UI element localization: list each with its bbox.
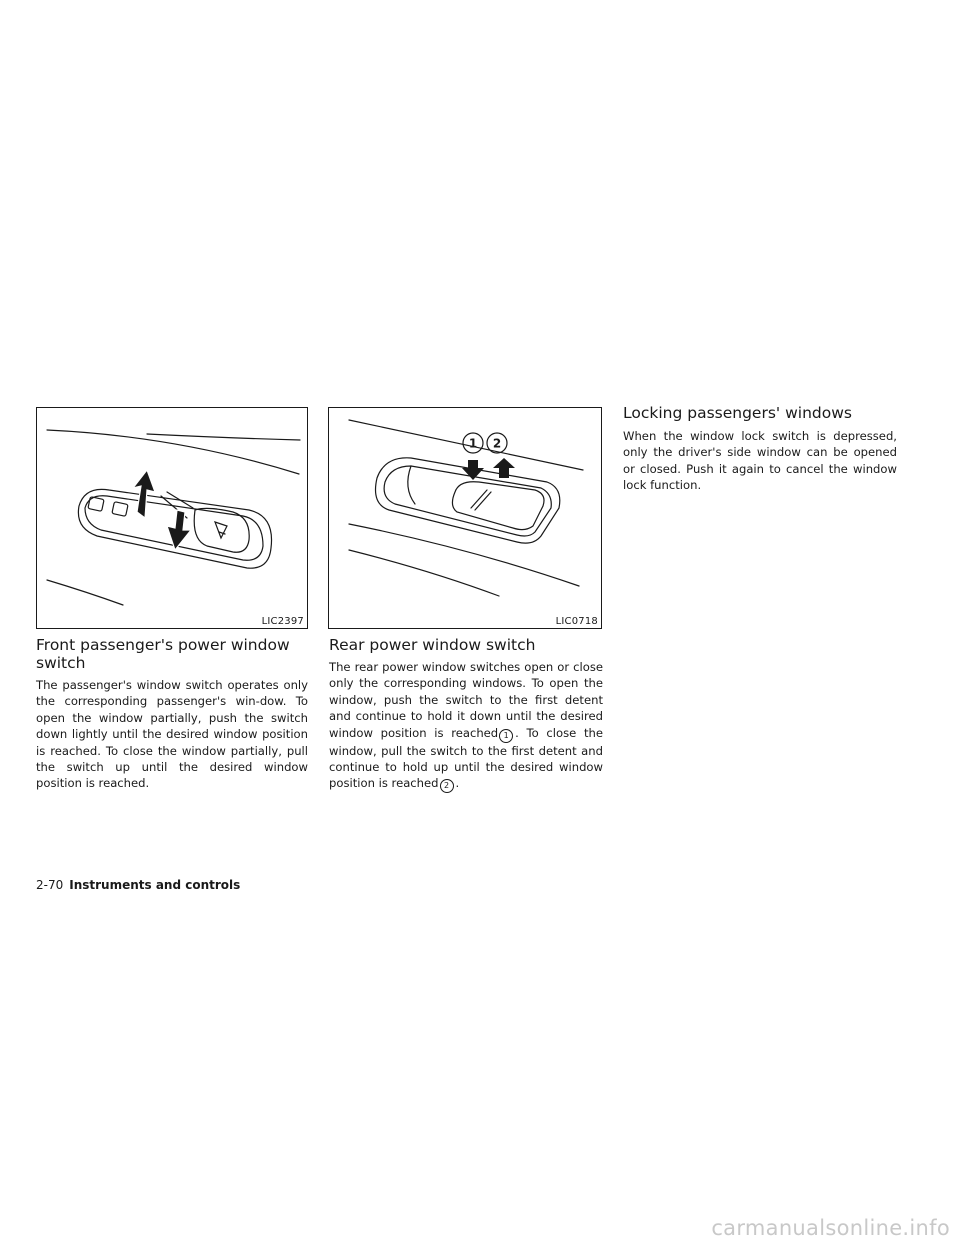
heading-line-1: Front passenger's power window: [36, 636, 290, 654]
figure-code: LIC0718: [555, 616, 598, 627]
down-arrow-icon: [167, 510, 191, 550]
body-part-2: . To close the window, pull the switch to the first detent and continue to hold up until the desired window position is reached: [329, 725, 603, 791]
locking-windows-heading: Locking passengers' windows: [623, 404, 852, 422]
heading-line-2: switch: [36, 654, 86, 672]
body-part-3: .: [455, 776, 460, 791]
up-arrow-icon: [493, 458, 515, 478]
rear-window-heading: Rear power window switch: [329, 636, 536, 654]
ref-1-circle: 1: [499, 729, 513, 743]
front-passenger-switch-figure: [36, 407, 308, 629]
watermark: carmanualsonline.info: [711, 1216, 950, 1240]
rear-switch-figure: [328, 407, 602, 629]
body-part-1: The rear power window switches open or close only the corresponding windows. To open the window, push the switch to the first detent and continue to hold it down until the desired window position is reached: [329, 660, 603, 740]
page-footer: [36, 878, 240, 892]
page-number: 2-70: [36, 878, 64, 892]
front-passenger-heading: [36, 636, 308, 672]
locking-windows-body: When the window lock switch is depressed, only the driver's side window can be opened or closed. Push it again to cancel the window lock function.: [623, 429, 897, 493]
front-passenger-switch-illustration: [37, 408, 307, 628]
callout-1: 1: [468, 436, 478, 451]
figure-code: LIC2397: [261, 616, 304, 627]
front-passenger-body: The passenger's window switch operates only the corresponding passenger's win-dow. To open the window partially, push the switch down lightly until the desired window position is reached. To close the window partially, pull the switch up until the desired window position is reached.: [36, 678, 308, 791]
ref-2-circle: 2: [440, 779, 454, 793]
down-arrow-icon: [462, 460, 484, 480]
callout-2: 2: [492, 436, 502, 451]
rear-switch-illustration: [329, 408, 601, 628]
rear-window-body: [329, 659, 603, 793]
section-title: Instruments and controls: [69, 878, 241, 892]
